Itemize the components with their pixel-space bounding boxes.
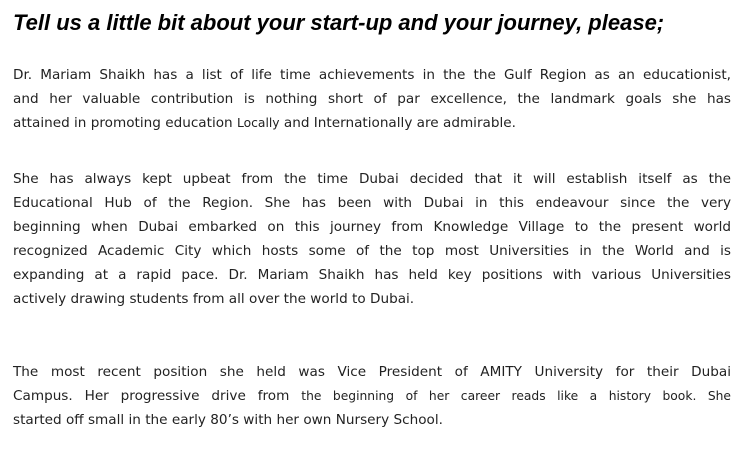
paragraph-line: expanding at a rapid pace. Dr. Mariam Shaikh has held key positions with various Universities bbox=[13, 267, 731, 283]
paragraph-line: and her valuable contribution is nothing short of par excellence, the landmark goals she has bbox=[13, 91, 731, 107]
line-segment: attained in promoting education bbox=[13, 115, 237, 131]
line-segment: and Internationally are admirable. bbox=[279, 115, 516, 131]
line-segment-small: the beginning of her career reads like a history book. She bbox=[301, 389, 731, 403]
paragraph-line bbox=[13, 384, 731, 408]
paragraph-line: beginning when Dubai embarked on this journey from Knowledge Village to the present world bbox=[13, 219, 731, 235]
paragraph-line: Educational Hub of the Region. She has been with Dubai in this endeavour since the very bbox=[13, 195, 731, 211]
paragraph-line bbox=[13, 111, 731, 135]
paragraph-line: She has always kept upbeat from the time Dubai decided that it will establish itself as the bbox=[13, 171, 731, 187]
paragraph-line: recognized Academic City which hosts some of the top most Universities in the World and is bbox=[13, 243, 731, 259]
paragraph-dubai-journey bbox=[13, 167, 731, 311]
paragraph-line: The most recent position she held was Vice President of AMITY University for their Dubai bbox=[13, 364, 731, 380]
paragraph-recent-position bbox=[13, 360, 731, 432]
paragraph-line: started off small in the early 80’s with her own Nursery School. bbox=[13, 412, 443, 428]
line-segment: Campus. Her progressive drive from bbox=[13, 388, 302, 404]
paragraph-line: Dr. Mariam Shaikh has a list of life time achievements in the the Gulf Region as an educationist, bbox=[13, 67, 731, 83]
line-segment-small: Locally bbox=[236, 116, 280, 130]
paragraph-achievements bbox=[13, 63, 731, 135]
article-heading: Tell us a little bit about your start-up and your journey, please; bbox=[13, 10, 665, 35]
paragraph-line: actively drawing students from all over the world to Dubai. bbox=[13, 291, 415, 307]
